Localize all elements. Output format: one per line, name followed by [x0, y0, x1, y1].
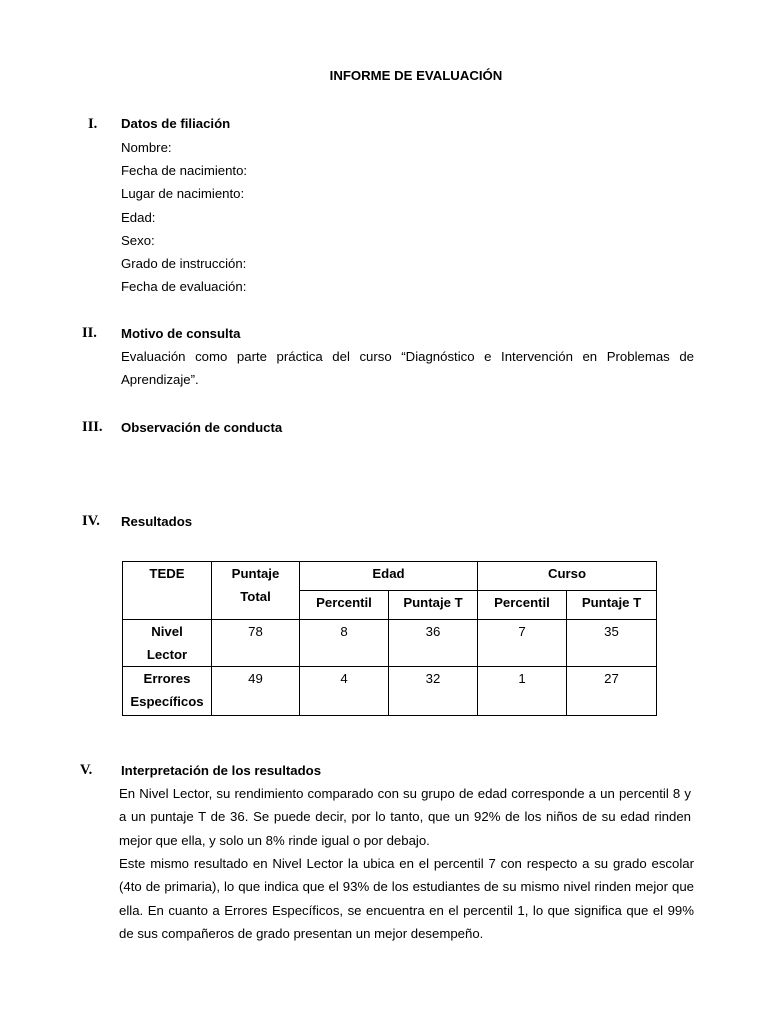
table-row	[123, 620, 657, 667]
section-1-heading: Datos de filiación	[121, 116, 231, 131]
cell-edad-percentil: 4	[300, 667, 389, 716]
section-5-paragraph-2: Este mismo resultado en Nivel Lector la ubica en el percentil 7 con respecto a su grado escolar (4to de primaria), lo que indica que el 93% de los estudiantes de su mismo nivel rinden mejor que ella. En cuanto a Errores Específicos, se encuentra en el percentil 1, lo que significa que el 99% de sus compañeros de grado presentan un mejor desempeño.	[119, 856, 694, 941]
cell-edad-percentil: 8	[300, 620, 389, 667]
row-label-line2: Específicos	[130, 694, 204, 709]
cell-curso-puntaje-t: 35	[567, 620, 657, 667]
field-sexo: Sexo:	[121, 233, 155, 248]
row-label-line1: Nivel	[151, 624, 183, 639]
section-5-heading: Interpretación de los resultados	[121, 763, 322, 778]
field-lugar-nacimiento: Lugar de nacimiento:	[121, 186, 245, 201]
field-fecha-nacimiento: Fecha de nacimiento:	[121, 163, 248, 178]
header-tede: TEDE	[123, 562, 212, 620]
section-4-numeral: IV.	[82, 513, 100, 529]
section-2-numeral: II.	[82, 325, 97, 341]
cell-edad-puntaje-t: 32	[389, 667, 478, 716]
header-puntaje-line2: Total	[240, 589, 271, 604]
table-row	[123, 667, 657, 716]
cell-puntaje-total: 78	[212, 620, 300, 667]
header-curso-puntaje-t: Puntaje T	[567, 591, 657, 620]
header-edad: Edad	[300, 562, 478, 591]
row-label-errores-especificos	[123, 667, 212, 716]
section-1-numeral: I.	[88, 116, 98, 132]
section-2-text: Evaluación como parte práctica del curso “Diagnóstico e Intervención en Problemas de Aprendizaje”.	[121, 349, 694, 388]
field-fecha-evaluacion: Fecha de evaluación:	[121, 279, 247, 294]
row-label-line2: Lector	[146, 647, 188, 662]
cell-puntaje-total: 49	[212, 667, 300, 716]
field-nombre: Nombre:	[121, 140, 172, 155]
cell-curso-puntaje-t: 27	[567, 667, 657, 716]
results-table	[122, 561, 657, 716]
section-2-heading: Motivo de consulta	[121, 326, 241, 341]
cell-edad-puntaje-t: 36	[389, 620, 478, 667]
document-title: INFORME DE EVALUACIÓN	[329, 68, 503, 83]
section-5-numeral: V.	[80, 762, 93, 778]
header-puntaje-line1: Puntaje	[231, 566, 280, 581]
header-curso-percentil: Percentil	[478, 591, 567, 620]
cell-curso-percentil: 7	[478, 620, 567, 667]
section-5-paragraph-1: En Nivel Lector, su rendimiento comparado con su grupo de edad corresponde a un percentil 8 y a un puntaje T de 36. Se puede decir, por lo tanto, que un 92% de los niños de su edad rinden mejor que ella, y solo un 8% rinde igual o por debajo.	[119, 786, 691, 848]
row-label-line1: Errores	[143, 671, 191, 686]
section-3-heading: Observación de conducta	[121, 420, 283, 435]
field-grado-instruccion: Grado de instrucción:	[121, 256, 247, 271]
header-curso: Curso	[478, 562, 657, 591]
header-edad-puntaje-t: Puntaje T	[389, 591, 478, 620]
cell-curso-percentil: 1	[478, 667, 567, 716]
section-4-heading: Resultados	[121, 514, 193, 529]
section-3-numeral: III.	[82, 419, 103, 435]
field-edad: Edad:	[121, 210, 156, 225]
header-puntaje-total	[212, 562, 300, 620]
row-label-nivel-lector	[123, 620, 212, 667]
header-edad-percentil: Percentil	[300, 591, 389, 620]
